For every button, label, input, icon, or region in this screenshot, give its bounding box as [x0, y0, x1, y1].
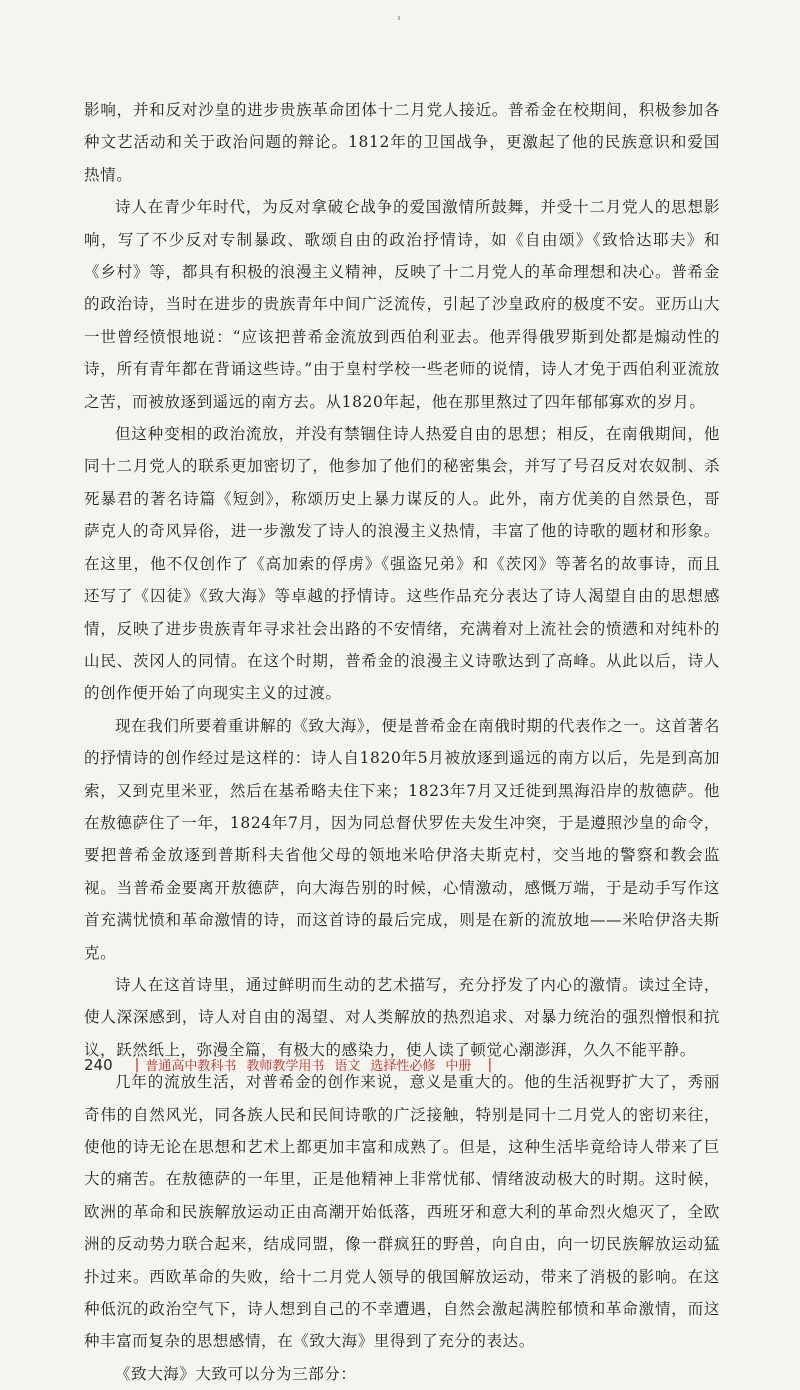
footer-course-label: 选择性必修: [370, 1059, 436, 1074]
footer-subject-label: 语文: [334, 1059, 361, 1074]
page-number: 240: [84, 1055, 113, 1074]
footer-divider-left: |: [134, 1056, 140, 1073]
footer-teacher-book-label: 教师教学用书: [246, 1059, 325, 1074]
scan-speck: [398, 16, 400, 20]
paragraph: 影响，并和反对沙皇的进步贵族革命团体十二月党人接近。普希金在校期间，积极参加各种文艺活动和关于政治问题的辩论。1812年的卫国战争，更激起了他的民族意识和爱国热情。: [84, 101, 720, 184]
paragraph: 诗人在青少年时代，为反对拿破仑战争的爱国激情所鼓舞，并受十二月党人的思想影响，写了不少反对专制暴政、歌颂自由的政治抒情诗，如《自由颂》《致恰达耶夫》和《乡村》等，都具有积极的浪漫主义精神，反映了十二月党人的革命理想和决心。普希金的政治诗，当时在进步的贵族青年中间广泛流传，引起了沙皇政府的极度不安。亚历山大一世曾经愤恨地说：“应该把普希金流放到西伯利亚去。他弄得俄罗斯到处都是煽动性的诗，所有青年都在背诵这些诗。”由于皇村学校一些老师的说情，诗人才免于西伯利亚流放之苦，而被放逐到遥远的南方去。从1820年起，他在那里熬过了四年郁郁寡欢的岁月。: [84, 198, 720, 411]
paragraph: 几年的流放生活，对普希金的创作来说，意义是重大的。他的生活视野扩大了，秀丽奇伟的自然风光，同各族人民和民间诗歌的广泛接触，特别是同十二月党人的密切来往，使他的诗无论在思想和艺术上都更加丰富和成熟了。但是，这种生活毕竟给诗人带来了巨大的痛苦。在敖德萨的一年里，正是他精神上非常忧郁、情绪波动极大的时期。这时候，欧洲的革命和民族解放运动正由高潮开始低落，西班牙和意大利的革命烈火熄灭了，全欧洲的反动势力联合起来，结成同盟，像一群疯狂的野兽，向自由，向一切民族解放运动猛扑过来。西欧革命的失败，给十二月党人领导的俄国解放运动，带来了消极的影响。在这种低沉的政治空气下，诗人想到自己的不幸遭遇，自然会激起满腔郁愤和革命激情，而这种丰富而复杂的思想感情，在《致大海》里得到了充分的表达。: [84, 1073, 720, 1351]
page-footer: [84, 1055, 498, 1074]
footer-volume-label: 中册: [445, 1059, 472, 1074]
paragraph: 诗人在这首诗里，通过鲜明而生动的艺术描写，充分抒发了内心的激情。读过全诗，使人深深感到，诗人对自由的渴望、对人类解放的热烈追求、对暴力统治的强烈憎恨和抗议，跃然纸上，弥漫全篇，有极大的感染力，使人读了顿觉心潮澎湃，久久不能平静。: [84, 975, 720, 1059]
paragraph: 但这种变相的政治流放，并没有禁锢住诗人热爱自由的思想；相反，在南俄期间，他同十二月党人的联系更加密切了，他参加了他们的秘密集会，并写了号召反对农奴制、杀死暴君的著名诗篇《短剑》，称颂历史上暴力谋反的人。此外，南方优美的自然景色，哥萨克人的奇风异俗，进一步激发了诗人的浪漫主义热情，丰富了他的诗歌的题材和形象。在这里，他不仅创作了《高加索的俘虏》《强盗兄弟》和《茨冈》等著名的故事诗，而且还写了《囚徒》《致大海》等卓越的抒情诗。这些作品充分表达了诗人渴望自由的思想感情，反映了进步贵族青年寻求社会出路的不安情绪，充满着对上流社会的愤懑和对纯朴的山民、茨冈人的同情。在这个时期，普希金的浪漫主义诗歌达到了高峰。从此以后，诗人的创作便开始了向现实主义的过渡。: [84, 425, 720, 703]
footer-divider-right: |: [487, 1056, 493, 1073]
footer-textbook-label: 普通高中教科书: [145, 1059, 237, 1074]
paragraph: 《致大海》大致可以分为三部分：: [115, 1364, 357, 1383]
paragraph: 现在我们所要着重讲解的《致大海》，便是普希金在南俄时期的代表作之一。这首著名的抒情诗的创作经过是这样的：诗人自1820年5月被放逐到遥远的南方以后，先是到高加索，又到克里米亚，然后在基希略夫住下来；1823年7月又迁徙到黑海沿岸的敖德萨。他在敖德萨住了一年，1824年7月，因为同总督伏罗佐夫发生冲突，于是遵照沙皇的命令，要把普希金放逐到普斯科夫省他父母的领地米哈伊洛夫斯克村，交当地的警察和教会监视。当普希金要离开敖德萨，向大海告别的时候，心情激动，感慨万端，于是动手写作这首充满忧愤和革命激情的诗，而这首诗的最后完成，则是在新的流放地——米哈伊洛夫斯克。: [84, 716, 720, 962]
